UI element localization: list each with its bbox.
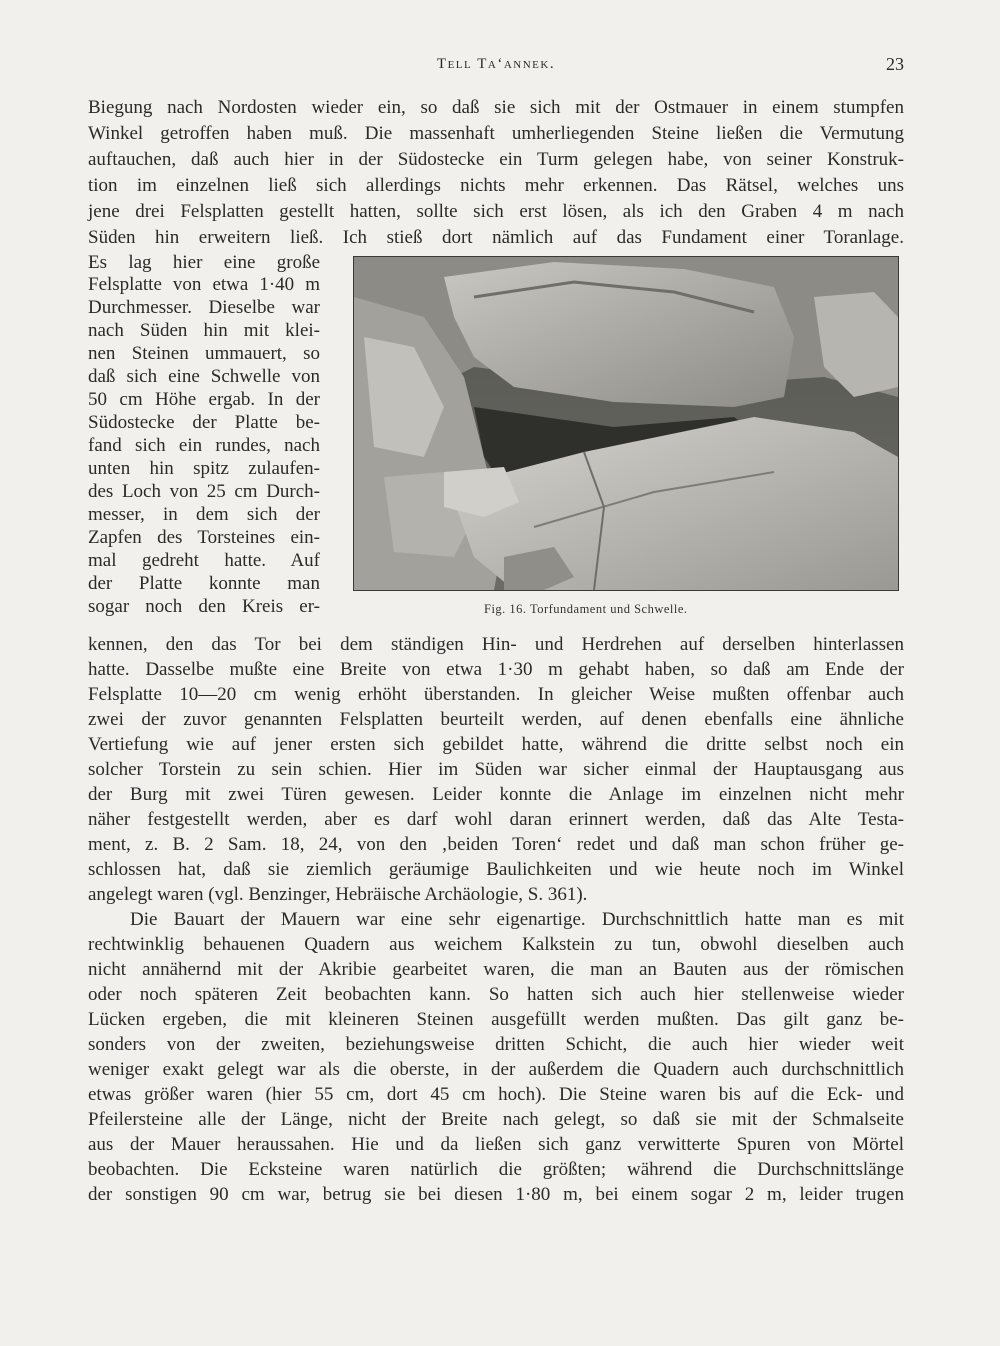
text-line: nach Süden hin mit klei-	[88, 320, 320, 341]
text-line: oder noch späteren Zeit beobachten kann. So hatten sich auch hier stellenweise wieder	[88, 984, 904, 1005]
text-line: der sonstigen 90 cm war, betrug sie bei diesen 1·80 m, bei einem sogar 2 m, leider trugen	[88, 1184, 904, 1205]
page-number: 23	[886, 54, 904, 74]
text-line: Süden hin erweitern ließ. Ich stieß dort nämlich auf das Fundament einer Toranlage.	[88, 227, 904, 248]
text-line: näher festgestellt werden, aber es darf wohl daran erinnert werden, daß das Alte Testa-	[88, 809, 904, 830]
text-line: messer, in dem sich der	[88, 504, 320, 525]
text-line: beobachten. Die Ecksteine waren natürlich die größten; während die Durchschnittslänge	[88, 1159, 904, 1180]
text-line: kennen, den das Tor bei dem ständigen Hin- und Herdrehen auf derselben hinterlassen	[88, 634, 904, 655]
text-line: Lücken ergeben, die mit kleineren Steinen ausgefüllt werden mußten. Das gilt ganz be-	[88, 1009, 904, 1030]
running-title: Tell Ta‘annek.	[436, 56, 556, 72]
running-header	[88, 56, 904, 82]
text-line: Felsplatte von etwa 1·40 m	[88, 274, 320, 295]
text-line: sogar noch den Kreis er-	[88, 596, 320, 617]
text-line: Pfeilersteine alle der Länge, nicht der Breite nach gelegt, so daß sie mit der Schmalseite	[88, 1109, 904, 1130]
text-line: Die Bauart der Mauern war eine sehr eigenartige. Durchschnittlich hatte man es mit	[130, 909, 904, 930]
text-line: etwas größer waren (hier 55 cm, dort 45 cm hoch). Die Steine waren bis auf die Eck- und	[88, 1084, 904, 1105]
text-line: Es lag hier eine große	[88, 252, 320, 273]
text-line: Zapfen des Torsteines ein-	[88, 527, 320, 548]
text-line: der Burg mit zwei Türen gewesen. Leider konnte die Anlage im einzelnen nicht mehr	[88, 784, 904, 805]
figure-caption: Fig. 16. Torfundament und Schwelle.	[484, 602, 688, 616]
text-line: der Platte konnte man	[88, 573, 320, 594]
text-line: auftauchen, daß auch hier in der Südostecke ein Turm gelegen habe, von seiner Konstruk-	[88, 149, 904, 170]
text-line: solcher Torstein zu sein schien. Hier im Süden war sicher einmal der Hauptausgang aus	[88, 759, 904, 780]
photo-gate-foundation	[353, 256, 899, 591]
text-line: 50 cm Höhe ergab. In der	[88, 389, 320, 410]
text-line: angelegt waren (vgl. Benzinger, Hebräische Archäologie, S. 361).	[88, 884, 588, 905]
text-line: hatte. Dasselbe mußte eine Breite von etwa 1·30 m gehabt haben, so daß am Ende der	[88, 659, 904, 680]
text-line: schlossen hat, daß sie ziemlich geräumige Baulichkeiten und wie heute noch im Winkel	[88, 859, 904, 880]
text-line: fand sich ein rundes, nach	[88, 435, 320, 456]
text-line: nen Steinen ummauert, so	[88, 343, 320, 364]
text-line: weniger exakt gelegt war als die oberste, in der außerdem die Quadern auch durchschnittlich	[88, 1059, 904, 1080]
text-line: jene drei Felsplatten gestellt hatten, sollte sich erst lösen, als ich den Graben 4 m nach	[88, 201, 904, 222]
text-line: Winkel getroffen haben muß. Die massenhaft umherliegenden Steine ließen die Vermutung	[88, 123, 904, 144]
photo-image	[354, 257, 898, 590]
text-line: tion im einzelnen ließ sich allerdings nichts mehr erkennen. Das Rätsel, welches uns	[88, 175, 904, 196]
text-line: mal gedreht hatte. Auf	[88, 550, 320, 571]
text-line: sonders von der zweiten, beziehungsweise dritten Schicht, die auch hier wieder weit	[88, 1034, 904, 1055]
text-line: Südostecke der Platte be-	[88, 412, 320, 433]
text-line: Vertiefung wie auf jener ersten sich gebildet hatte, während die dritte selbst noch ein	[88, 734, 904, 755]
text-line: aus der Mauer heraussahen. Hie und da ließen sich ganz verwitterte Spuren von Mörtel	[88, 1134, 904, 1155]
text-line: rechtwinklig behauenen Quadern aus weichem Kalkstein zu tun, obwohl dieselben auch	[88, 934, 904, 955]
text-line: ment, z. B. 2 Sam. 18, 24, von den ‚beiden Toren‘ redet und daß man schon früher ge-	[88, 834, 904, 855]
text-line: des Loch von 25 cm Durch-	[88, 481, 320, 502]
text-line: Durchmesser. Dieselbe war	[88, 297, 320, 318]
text-line: Biegung nach Nordosten wieder ein, so daß sie sich mit der Ostmauer in einem stumpfen	[88, 97, 904, 118]
text-line: unten hin spitz zulaufen-	[88, 458, 320, 479]
text-line: daß sich eine Schwelle von	[88, 366, 320, 387]
text-line: nicht annähernd mit der Akribie gearbeitet waren, die man an Bauten aus der römischen	[88, 959, 904, 980]
text-line: zwei der zuvor genannten Felsplatten beurteilt werden, auf denen ebenfalls eine ähnliche	[88, 709, 904, 730]
text-line: Felsplatte 10—20 cm wenig erhöht überstanden. In gleicher Weise mußten offenbar auch	[88, 684, 904, 705]
